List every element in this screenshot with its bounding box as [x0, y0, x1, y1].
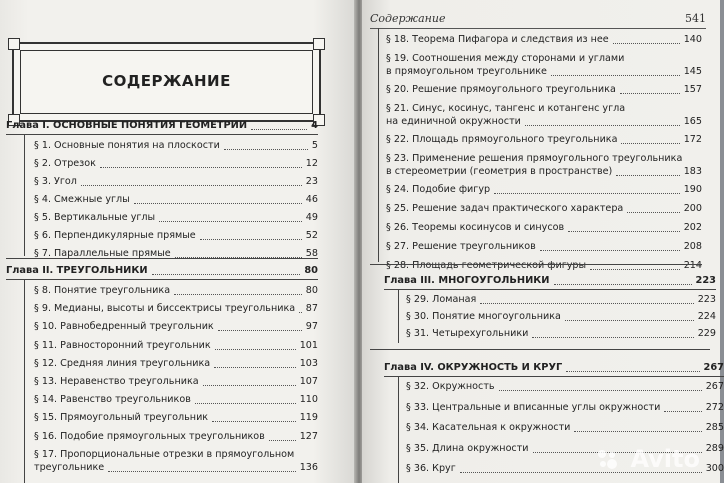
toc-entry-page: 5 — [311, 140, 318, 151]
toc-entry-label: § 28. Площадь геометрической фигуры — [386, 260, 587, 271]
chapter-rule — [384, 289, 716, 290]
right-page — [362, 0, 724, 483]
toc-entry-label: § 36. Круг — [406, 463, 456, 474]
chapter-rule — [384, 376, 724, 377]
toc-entry-page: 136 — [299, 461, 318, 473]
toc-entry-label: § 23. Применение решения прямоугольного треугольника — [386, 153, 683, 164]
toc-entry-page: 52 — [305, 230, 318, 241]
chapter-rule — [6, 134, 318, 135]
toc-entry-page: 272 — [705, 401, 724, 413]
toc-entry-page: 119 — [299, 412, 318, 424]
chapter-separator — [6, 258, 318, 259]
chapter-heading-label: Глава II. ТРЕУГОЛЬНИКИ — [6, 265, 148, 276]
toc-entry-label: § 3. Угол — [34, 176, 77, 187]
chapter-bracket-line — [24, 134, 25, 256]
toc-entry-label: § 31. Четырехугольники — [406, 328, 529, 339]
toc-entry-label: § 22. Площадь прямоугольного треугольника — [386, 134, 618, 145]
watermark: Avito — [630, 445, 700, 473]
toc-entry-label: § 5. Вертикальные углы — [34, 212, 156, 223]
toc-entry-label: § 12. Средняя линия треугольника — [34, 357, 211, 369]
toc-entry-label: § 17. Пропорциональные отрезки в прямоугольном — [34, 448, 295, 460]
toc-entry-page: 190 — [683, 184, 702, 195]
toc-entry-page: 127 — [299, 430, 318, 442]
toc-entry-page: 157 — [683, 84, 702, 95]
toc-entry-label: § 34. Касательная к окружности — [406, 422, 571, 433]
toc-entry-page: 140 — [683, 34, 702, 45]
toc-entry-page: 80 — [305, 285, 318, 296]
toc-entry-page: 300 — [705, 463, 724, 474]
toc-entry-page: 183 — [683, 166, 702, 177]
toc-entry-page: 267 — [705, 381, 724, 392]
toc-entry-page: 107 — [299, 376, 318, 387]
toc-entry-label: § 7. Параллельные прямые — [34, 248, 171, 259]
page-title: СОДЕРЖАНИЕ — [102, 72, 231, 90]
toc-entry-page: 224 — [697, 311, 716, 322]
toc-entry-label: § 15. Прямоугольный треугольник — [34, 412, 209, 424]
toc-entry-label: § 18. Теорема Пифагора и следствия из нее — [386, 34, 609, 45]
toc-entry-page: 223 — [697, 294, 716, 305]
toc-entry-label: § 16. Подобие прямоугольных треугольников — [34, 430, 265, 442]
toc-entry-label: § 11. Равносторонний треугольник — [34, 339, 211, 351]
toc-entry-label: § 4. Смежные углы — [34, 194, 130, 205]
chapter-rule — [6, 279, 318, 280]
toc-entry-page: 23 — [305, 176, 318, 187]
toc-entry-page: 49 — [305, 212, 318, 223]
toc-entry-label: § 13. Неравенство треугольника — [34, 376, 199, 387]
toc-entry-label: § 33. Центральные и вписанные углы окружности — [406, 401, 661, 413]
header-rule — [370, 28, 706, 29]
chapter-heading-label: Глава I. ОСНОВНЫЕ ПОНЯТИЯ ГЕОМЕТРИИ — [6, 120, 248, 131]
toc-entry-page: 285 — [705, 422, 724, 433]
toc-entry-page: 202 — [683, 222, 702, 233]
toc-entry-page: 229 — [697, 328, 716, 339]
chapter-separator — [370, 349, 710, 350]
toc-entry-page: 97 — [305, 321, 318, 333]
toc-entry-page: 58 — [305, 248, 318, 259]
toc-entry-page: 110 — [299, 394, 318, 406]
chapter-bracket-line — [398, 376, 399, 483]
chapter-bracket-line — [24, 279, 25, 483]
toc-entry-page: 103 — [299, 357, 318, 369]
toc-entry-label: § 30. Понятие многоугольника — [406, 311, 561, 322]
chapter-heading-page: 4 — [311, 120, 318, 131]
toc-entry-page: 145 — [683, 66, 702, 77]
toc-entry-label-continued: треугольнике — [34, 461, 105, 473]
toc-entry-page: 200 — [683, 203, 702, 214]
chapter-separator — [370, 264, 702, 265]
running-header-title: Содержание — [370, 12, 446, 25]
chapter-bracket-line — [378, 28, 379, 262]
chapter-bracket-line — [398, 289, 399, 343]
chapter-heading-label: Глава IV. ОКРУЖНОСТЬ И КРУГ — [384, 362, 563, 373]
toc-entry-page: 46 — [305, 194, 318, 205]
toc-entry-page: 101 — [299, 339, 318, 351]
toc-entry-label: § 2. Отрезок — [34, 158, 96, 169]
toc-entry-label: § 19. Соотношения между сторонами и углами — [386, 53, 625, 64]
toc-entry-label: § 1. Основные понятия на плоскости — [34, 140, 220, 151]
toc-entry-label: § 6. Перпендикулярные прямые — [34, 230, 196, 241]
toc-entry-label-continued: на единичной окружности — [386, 116, 521, 127]
toc-entry-page: 165 — [683, 116, 702, 127]
toc-entry-page: 87 — [305, 303, 318, 315]
toc-entry-label-continued: в стереометрии (геометрия в пространстве) — [386, 166, 613, 177]
chapter-heading-page: 80 — [304, 265, 318, 276]
left-page — [0, 0, 356, 483]
chapter-heading-page: 267 — [703, 362, 724, 373]
toc-entry-label: § 9. Медианы, высоты и биссектрисы треугольника — [34, 303, 296, 315]
toc-entry-label: § 35. Длина окружности — [406, 442, 529, 454]
toc-entry-page: 214 — [683, 260, 702, 271]
toc-entry-label: § 10. Равнобедренный треугольник — [34, 321, 214, 333]
toc-entry-label: § 14. Равенство треугольников — [34, 394, 191, 406]
toc-entry-label: § 25. Решение задач практического характера — [386, 203, 624, 214]
toc-entry-page: 289 — [705, 442, 724, 454]
toc-entry-label: § 27. Решение треугольников — [386, 241, 536, 252]
toc-entry-label-continued: в прямоугольном треугольнике — [386, 66, 547, 77]
avito-logo-icon — [596, 448, 618, 470]
toc-entry-label: § 24. Подобие фигур — [386, 184, 491, 195]
chapter-heading-page: 223 — [695, 275, 716, 286]
chapter-heading-label: Глава III. МНОГОУГОЛЬНИКИ — [384, 275, 550, 286]
toc-entry-page: 208 — [683, 241, 702, 252]
toc-entry-label: § 21. Синус, косинус, тангенс и котангенс угла — [386, 103, 626, 114]
toc-entry-label: § 26. Теоремы косинусов и синусов — [386, 222, 565, 233]
toc-entry-page: 172 — [683, 134, 702, 145]
toc-entry-label: § 29. Ломаная — [406, 294, 477, 305]
toc-entry-page: 12 — [305, 158, 318, 169]
title-frame — [12, 42, 321, 122]
toc-entry-label: § 32. Окружность — [406, 381, 495, 392]
toc-entry-label: § 20. Решение прямоугольного треугольника — [386, 84, 616, 95]
toc-entry-label: § 8. Понятие треугольника — [34, 285, 171, 296]
running-header — [370, 12, 706, 25]
page-number: 541 — [685, 12, 706, 25]
